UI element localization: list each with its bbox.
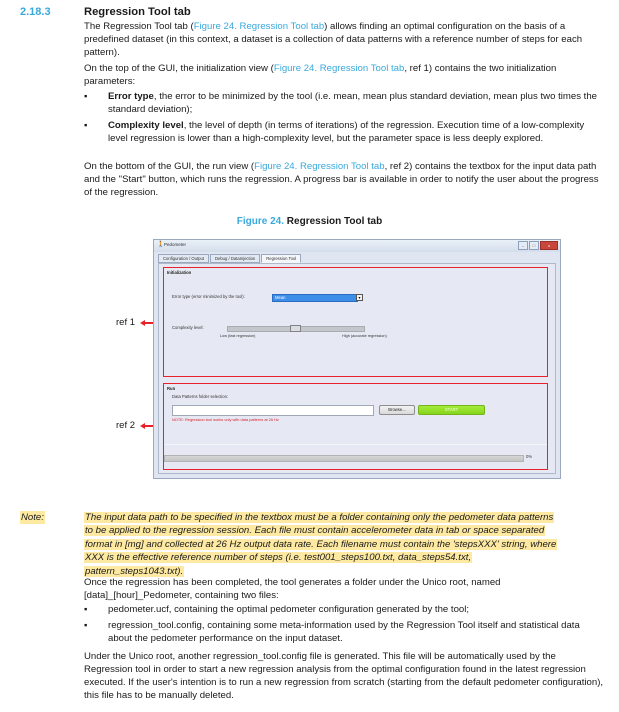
divider — [164, 444, 547, 445]
init-text-pre: On the top of the GUI, the initialization view ( — [84, 63, 274, 74]
minimize-icon[interactable]: – — [518, 241, 528, 250]
window-title: Pedometer — [164, 242, 187, 247]
initialization-group — [163, 267, 548, 377]
note-line: The input data path to be specified in the textbox must be a folder containing only the pedometer data patterns — [85, 512, 554, 523]
tab-bar — [158, 254, 302, 263]
run-text-post: , ref 2) contains the textbox for the input data path and the "Start" button, which runs the regression. A progress bar is available in order to notify the user about the progress of the regression. — [84, 161, 599, 198]
bullet-marker: ▪ — [84, 91, 88, 102]
figure-caption — [0, 215, 619, 228]
bullet-marker: ▪ — [84, 120, 88, 131]
bullet-pedometer-ucf — [84, 603, 604, 617]
window-controls — [518, 241, 558, 249]
chevron-down-icon[interactable]: ▾ — [356, 294, 363, 301]
ref2-label: ref 2 — [116, 420, 136, 431]
note-text — [84, 511, 604, 578]
walker-icon: 🚶 — [157, 242, 165, 248]
intro-text-pre: The Regression Tool tab ( — [84, 21, 194, 32]
progress-percent: 0% — [526, 454, 533, 459]
bullet-error-type — [84, 90, 604, 118]
folder-selection-label: Data Patterns folder selection: — [172, 394, 229, 399]
tab-debug-datainjection[interactable]: Debug / DataInjection — [210, 254, 260, 263]
pedometer-window — [153, 239, 561, 479]
complexity-slider-thumb[interactable] — [290, 325, 301, 332]
run-text-pre: On the bottom of the GUI, the run view ( — [84, 161, 255, 172]
ref1-label: ref 1 — [116, 317, 136, 328]
bullet-text: Error type, the error to be minimized by the tool (i.e. mean, mean plus standard deviation, mean plus two times the standard deviation); — [108, 91, 597, 115]
section-number: 2.18.3 — [20, 6, 51, 18]
complexity-level-label: Complexity level: — [172, 325, 204, 330]
completed-paragraph: Once the regression has been completed, the tool generates a folder under the Unico root, named [data]_[hour]_Pedometer, containing two files: — [84, 577, 501, 601]
bullet-text: Complexity level, the level of depth (in terms of iterations) of the regression. Execution time of a low-complexity level regression is lower than a high-complexity level, but the parameter space is less deeply explored. — [108, 120, 585, 144]
intro-paragraph — [84, 20, 604, 59]
low-label: Low (fast regression) — [220, 334, 256, 338]
regression-note: NOTE: Regression tool works only with data patterns at 26 Hz — [172, 417, 279, 422]
tab-configuration-output[interactable]: Configuration / Output — [158, 254, 209, 263]
window-titlebar — [154, 240, 560, 252]
section-title: Regression Tool tab — [84, 6, 191, 18]
unico-root-paragraph: Under the Unico root, another regression_tool.config file is generated. This file will be automatically used by the Regression tool in order to start a new regression analysis from the optimal configuration found in the latest regression executed. If the user's intention is to run a new regression from scratch (starting from the default pedometer configuration), this file has to be manually deleted. — [84, 651, 604, 701]
intro-text-post: ) allows finding an optimal configuration on the basis of a predefined dataset (in this context, a dataset is a collection of data patterns with a reference number of steps for each pattern). — [84, 21, 583, 58]
run-title: Run — [167, 386, 176, 391]
init-text-post: , ref 1) contains the two initialization parameters: — [84, 63, 557, 87]
note-line: to be applied to the regression session. Each file must contain accelerometer data in tab or space separated — [85, 525, 545, 537]
bullet-marker: ▪ — [84, 620, 88, 631]
bullet-regression-config — [84, 619, 604, 647]
figure-link[interactable]: Figure 24. Regression Tool tab — [193, 21, 325, 32]
note-line: format in [mg] and collected at 26 Hz output data rate. Each filename must contain the 'stepsXXX' string, where — [85, 538, 557, 550]
note-line: XXX is the effective reference number of steps (i.e. test001_steps100.txt, data_steps54.txt, — [85, 552, 472, 564]
figure-link[interactable]: Figure 24. Regression Tool tab — [254, 161, 385, 172]
bullet-complexity-level — [84, 119, 604, 159]
figure-title: Regression Tool tab — [284, 216, 383, 227]
figure-link[interactable]: Figure 24. Regression Tool tab — [273, 63, 405, 74]
bullet-text: regression_tool.config, containing some meta-information used by the Regression Tool itself and statistical data about the pedometer performance on the input dataset. — [108, 620, 580, 644]
high-label: High (accurate regression) — [342, 334, 387, 338]
bullet-marker: ▪ — [84, 604, 88, 615]
folder-path-input[interactable] — [172, 405, 374, 416]
browse-button[interactable]: Browse... — [379, 405, 415, 415]
run-group — [163, 383, 548, 470]
start-button[interactable]: START — [418, 405, 485, 415]
tab-regression-tool[interactable]: Regression Tool — [261, 254, 301, 263]
regression-tool-page — [158, 263, 556, 474]
note-line: pattern_steps1043.txt). — [85, 565, 184, 577]
error-type-value: Mean — [275, 295, 286, 300]
bullet-text: pedometer.ucf, containing the optimal pedometer configuration generated by the tool; — [108, 604, 470, 615]
error-type-select[interactable] — [272, 294, 358, 302]
progress-bar — [164, 455, 524, 462]
note-label: Note: — [21, 512, 44, 523]
maximize-icon[interactable]: □ — [529, 241, 539, 250]
init-view-paragraph — [84, 62, 604, 88]
error-type-label: Error type (error minimized by the tool): — [172, 294, 245, 299]
initialization-title: Initialization — [167, 270, 192, 275]
close-icon[interactable]: x — [540, 241, 558, 250]
figure-number: Figure 24. — [236, 216, 285, 227]
run-view-paragraph — [84, 160, 604, 199]
